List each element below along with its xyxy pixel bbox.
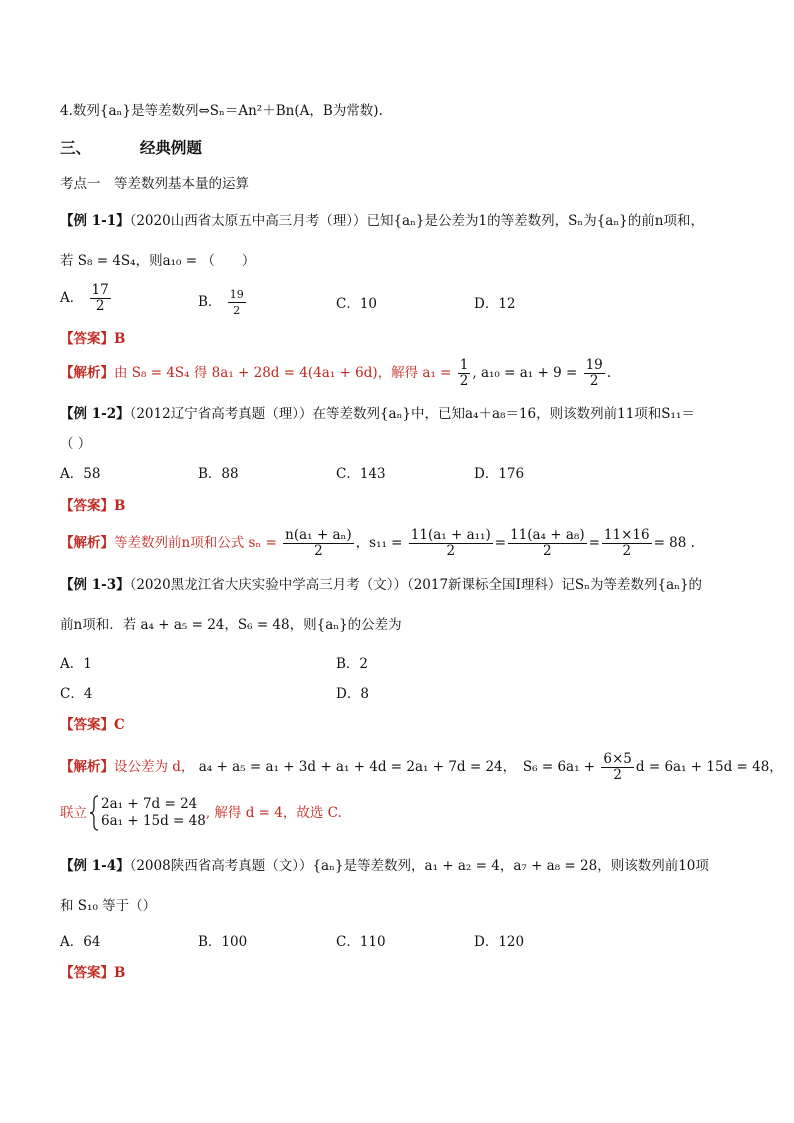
option-a: A．1 bbox=[60, 656, 92, 672]
solution-text: 由 S₈ = 4S₄ 得 8a₁ + 28d = 4(4a₁ + 6d)，解得 a₁ = bbox=[114, 365, 452, 381]
solution-text: . bbox=[606, 365, 612, 381]
solution-tag: 【解析】 bbox=[60, 535, 114, 551]
example-text: （2020山西省太原五中高三月考（理））已知{aₙ}是公差为1的等差数列，Sₙ为{aₙ}的前n项和， bbox=[129, 213, 704, 229]
option-c: C．143 bbox=[336, 466, 386, 482]
solution-text: ，s₁₁ = bbox=[355, 535, 403, 551]
option-label: B． bbox=[198, 294, 222, 310]
option-b bbox=[198, 287, 248, 318]
numerator: 11(a₁ + a₁₁) bbox=[410, 527, 491, 543]
option-d: D．8 bbox=[336, 686, 369, 702]
solution-tag: 【解析】 bbox=[60, 759, 114, 775]
denominator: 2 bbox=[446, 543, 456, 559]
solution-text: = 88 . bbox=[653, 535, 695, 551]
denominator: 2 bbox=[233, 304, 241, 317]
option-d: D．176 bbox=[474, 466, 525, 482]
denominator: 2 bbox=[314, 543, 323, 559]
fraction bbox=[601, 752, 634, 783]
solution-tag: 【解析】 bbox=[60, 365, 114, 381]
example-1-4-line-1 bbox=[60, 857, 709, 875]
example-tag: 【例 1-2】 bbox=[60, 406, 130, 422]
equation-system bbox=[60, 795, 342, 831]
example-1-1-line-1 bbox=[60, 212, 704, 230]
fraction bbox=[90, 283, 111, 314]
option-a: A．58 bbox=[60, 466, 101, 482]
example-1-2-line-2: （ ） bbox=[60, 436, 92, 452]
example-1-2-line-1 bbox=[60, 405, 695, 423]
example-1-3-line-1 bbox=[60, 576, 702, 594]
option-d: D．120 bbox=[474, 934, 525, 950]
option-c: C．110 bbox=[336, 934, 386, 950]
answer-1-1: 【答案】B bbox=[60, 331, 126, 347]
example-text: （2008陕西省高考真题（文））{aₙ}是等差数列，a₁ + a₂ = 4，a₇ + a₈ = 28，则该数列前10项 bbox=[129, 858, 709, 874]
solution-1-3 bbox=[60, 752, 783, 783]
option-b: B．2 bbox=[336, 656, 369, 672]
numerator: 11(a₄ + a₈) bbox=[510, 527, 585, 543]
fraction bbox=[283, 528, 353, 559]
example-1-1-line-2: 若 S₈ = 4S₄，则a₁₀ = （ ） bbox=[60, 253, 256, 269]
option-a: A．64 bbox=[60, 934, 101, 950]
fraction bbox=[228, 287, 246, 318]
example-1-4-line-2: 和 S₁₀ 等于（） bbox=[60, 898, 157, 914]
formula-line-4: 4.数列{aₙ}是等差数列⇔Sₙ＝An²＋Bn(A，B为常数). bbox=[60, 103, 383, 119]
fraction bbox=[458, 358, 471, 389]
equation-1: 2a₁ + 7d = 24 bbox=[101, 796, 198, 812]
option-b: B．88 bbox=[198, 466, 239, 482]
example-tag: 【例 1-1】 bbox=[60, 213, 130, 229]
system-result: , 解得 d = 4，故选 C. bbox=[205, 805, 342, 821]
solution-text: 等差数列前n项和公式 sₙ = bbox=[114, 535, 277, 551]
denominator: 2 bbox=[459, 373, 469, 389]
denominator: 2 bbox=[613, 767, 622, 783]
example-1-3-line-2: 前n项和．若 a₄ + a₅ = 24，S₆ = 48，则{aₙ}的公差为 bbox=[60, 617, 402, 633]
option-d: D．12 bbox=[474, 296, 516, 312]
answer-1-3: 【答案】C bbox=[60, 717, 125, 733]
denominator: 2 bbox=[589, 373, 599, 389]
system-equations bbox=[101, 796, 206, 830]
numerator: 19 bbox=[229, 288, 244, 301]
numerator: n(a₁ + aₙ) bbox=[285, 527, 352, 543]
example-tag: 【例 1-4】 bbox=[60, 858, 130, 874]
brace-icon bbox=[89, 795, 99, 831]
example-tag: 【例 1-3】 bbox=[60, 577, 130, 593]
equation-2: 6a₁ + 15d = 48 bbox=[101, 813, 206, 829]
solution-text: a₄ + a₅ = a₁ + 3d + a₁ + 4d = 2a₁ + 7d = 24， S₆ = 6a₁ + bbox=[198, 759, 596, 775]
option-a bbox=[60, 283, 113, 314]
fraction bbox=[584, 358, 605, 389]
denominator: 2 bbox=[543, 543, 552, 559]
solution-text: , a₁₀ = a₁ + 9 = bbox=[472, 365, 578, 381]
numerator: 11×16 bbox=[603, 527, 650, 543]
section-title: 经典例题 bbox=[139, 139, 202, 157]
example-text: （2020黑龙江省大庆实验中学高三月考（文））（2017新课标全国I理科）记Sₙ为等差数列{aₙ}的 bbox=[129, 577, 703, 593]
answer-1-2: 【答案】B bbox=[60, 498, 126, 514]
solution-text: d = 6a₁ + 15d = 48， bbox=[635, 759, 783, 775]
answer-1-4: 【答案】B bbox=[60, 965, 126, 981]
section-number: 三、 bbox=[60, 139, 92, 157]
numerator: 17 bbox=[91, 282, 109, 298]
example-text: （2012辽宁省高考真题（理））在等差数列{aₙ}中，已知a₄＋a₈＝16，则该数列前11项和S₁₁＝ bbox=[129, 406, 695, 422]
fraction bbox=[602, 528, 652, 559]
section-heading bbox=[60, 139, 202, 157]
numerator: 19 bbox=[585, 357, 603, 373]
solution-1-2: 【解析】等差数列前n项和公式 sₙ = $\frac{\text{n(a₁ + aₙ)}}{2}$ ，s₁₁ = $\frac{\text{11(a₁ + a₁₁)}}{2}$ = $\frac{\text{11(a₄ + a₈)}}{2}$ = $\frac{11\times 16}{2}$ = 88 . bbox=[60, 527, 695, 559]
option-label: A． bbox=[60, 290, 84, 306]
topic-line: 考点一 等差数列基本量的运算 bbox=[60, 176, 249, 192]
option-b: B．100 bbox=[198, 934, 248, 950]
numerator: 6×5 bbox=[603, 751, 632, 767]
solution-text: 设公差为 d， bbox=[114, 759, 195, 775]
fraction bbox=[508, 528, 587, 559]
solution-1-1 bbox=[60, 358, 611, 389]
numerator: 1 bbox=[459, 357, 469, 373]
option-c: C．4 bbox=[60, 686, 93, 702]
denominator: 2 bbox=[95, 298, 105, 314]
fraction bbox=[409, 528, 493, 559]
option-c: C．10 bbox=[336, 296, 378, 312]
denominator: 2 bbox=[622, 543, 632, 559]
system-label: 联立 bbox=[60, 805, 87, 821]
